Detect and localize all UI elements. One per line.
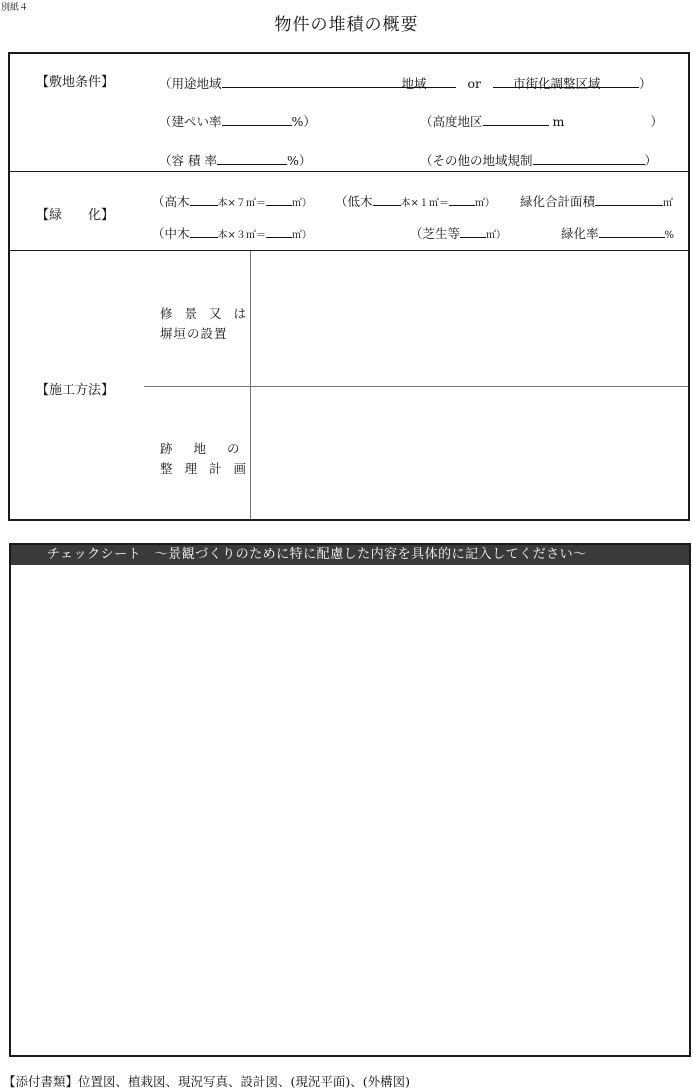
- lawn-row: （芝生等 ㎡）: [410, 226, 507, 241]
- total-green-area-label: 緑化合計面積: [520, 194, 596, 209]
- corner-label: 別紙４: [1, 3, 29, 13]
- total-green-area-row: [520, 192, 673, 210]
- green-ratio-field[interactable]: [599, 224, 665, 238]
- overview-form: [8, 52, 690, 521]
- coverage-row: [159, 112, 316, 130]
- greenery-label: 【緑 化】: [36, 208, 115, 223]
- floor-ratio-row: [159, 151, 311, 169]
- urbanization-control-label: 市街化調整区域: [513, 74, 619, 88]
- coverage-field[interactable]: [222, 112, 292, 126]
- green-ratio-row: [561, 224, 674, 242]
- landscape-input-area[interactable]: [251, 252, 688, 386]
- check-sheet-input-area[interactable]: [11, 565, 689, 1055]
- low-tree-count-field[interactable]: [373, 192, 401, 206]
- coverage-label: （建ぺい率: [159, 114, 222, 129]
- zoning-or: or: [467, 76, 482, 91]
- site-cleanup-input-area[interactable]: [251, 387, 688, 519]
- attachments-line: 【添付書類】位置図、植栽図、現況写真、設計図、(現況平面)、(外構図): [3, 1074, 411, 1089]
- check-sheet: [9, 543, 691, 1057]
- tall-tree-row: （高木 本×７㎡＝ ㎡）: [152, 194, 312, 209]
- check-sheet-header: チェックシート ～景観づくりのために特に配慮した内容を具体的に記入してください～: [11, 545, 689, 565]
- mid-tree-row: （中木 本×３㎡＝ ㎡）: [152, 226, 312, 241]
- floor-ratio-field[interactable]: [217, 151, 287, 165]
- lawn-area-field[interactable]: [460, 224, 486, 238]
- zoning-field[interactable]: [222, 74, 402, 88]
- landscape-line-2: 塀垣の設置: [160, 326, 228, 341]
- site-conditions-label: 【敷地条件】: [36, 75, 115, 90]
- total-green-area-unit: ㎡: [663, 198, 674, 209]
- site-cleanup-line-1: 跡地の: [160, 441, 261, 456]
- mid-tree-multiplier: 本×３㎡＝: [217, 230, 266, 241]
- other-regulation-row: （その他の地域規制 ）: [420, 153, 658, 168]
- height-district-field[interactable]: [483, 112, 549, 126]
- height-district-row: （高度地区 m ）: [420, 114, 663, 129]
- other-regulation-label: （その他の地域規制: [420, 153, 533, 168]
- tall-tree-area-field[interactable]: [266, 192, 292, 206]
- lawn-label: （芝生等: [410, 226, 461, 241]
- total-green-area-field[interactable]: [595, 192, 663, 206]
- zoning-row: （用途地域 地域 or 市街化調整区域 ）: [159, 76, 652, 91]
- site-cleanup-line-2: 整理計画: [160, 461, 259, 476]
- coverage-unit: %）: [291, 114, 316, 129]
- low-tree-label: （低木: [335, 194, 373, 209]
- low-tree-row: （低木 本×１㎡＝ ㎡）: [335, 194, 495, 209]
- tall-tree-multiplier: 本×７㎡＝: [217, 198, 266, 209]
- green-ratio-unit: %: [664, 230, 675, 241]
- floor-ratio-label: （容 積 率: [159, 153, 217, 168]
- construction-method-label: 【施工方法】: [36, 383, 115, 398]
- green-ratio-label: 緑化率: [561, 226, 599, 241]
- mid-tree-count-field[interactable]: [190, 224, 218, 238]
- mid-tree-area-field[interactable]: [266, 224, 292, 238]
- low-tree-area-field[interactable]: [449, 192, 475, 206]
- other-regulation-field[interactable]: [533, 151, 645, 165]
- height-district-label: （高度地区: [420, 114, 483, 129]
- zoning-open: （用途地域: [159, 76, 222, 91]
- mid-tree-label: （中木: [152, 226, 190, 241]
- low-tree-multiplier: 本×１㎡＝: [400, 198, 449, 209]
- floor-ratio-unit: %）: [286, 153, 312, 168]
- page-title: 物件の堆積の概要: [274, 15, 419, 35]
- zoning-suffix: 地域: [402, 74, 435, 88]
- height-unit: m: [552, 114, 565, 129]
- tall-tree-count-field[interactable]: [190, 192, 218, 206]
- tall-tree-label: （高木: [152, 194, 190, 209]
- landscape-line-1: 修景又は: [160, 306, 259, 321]
